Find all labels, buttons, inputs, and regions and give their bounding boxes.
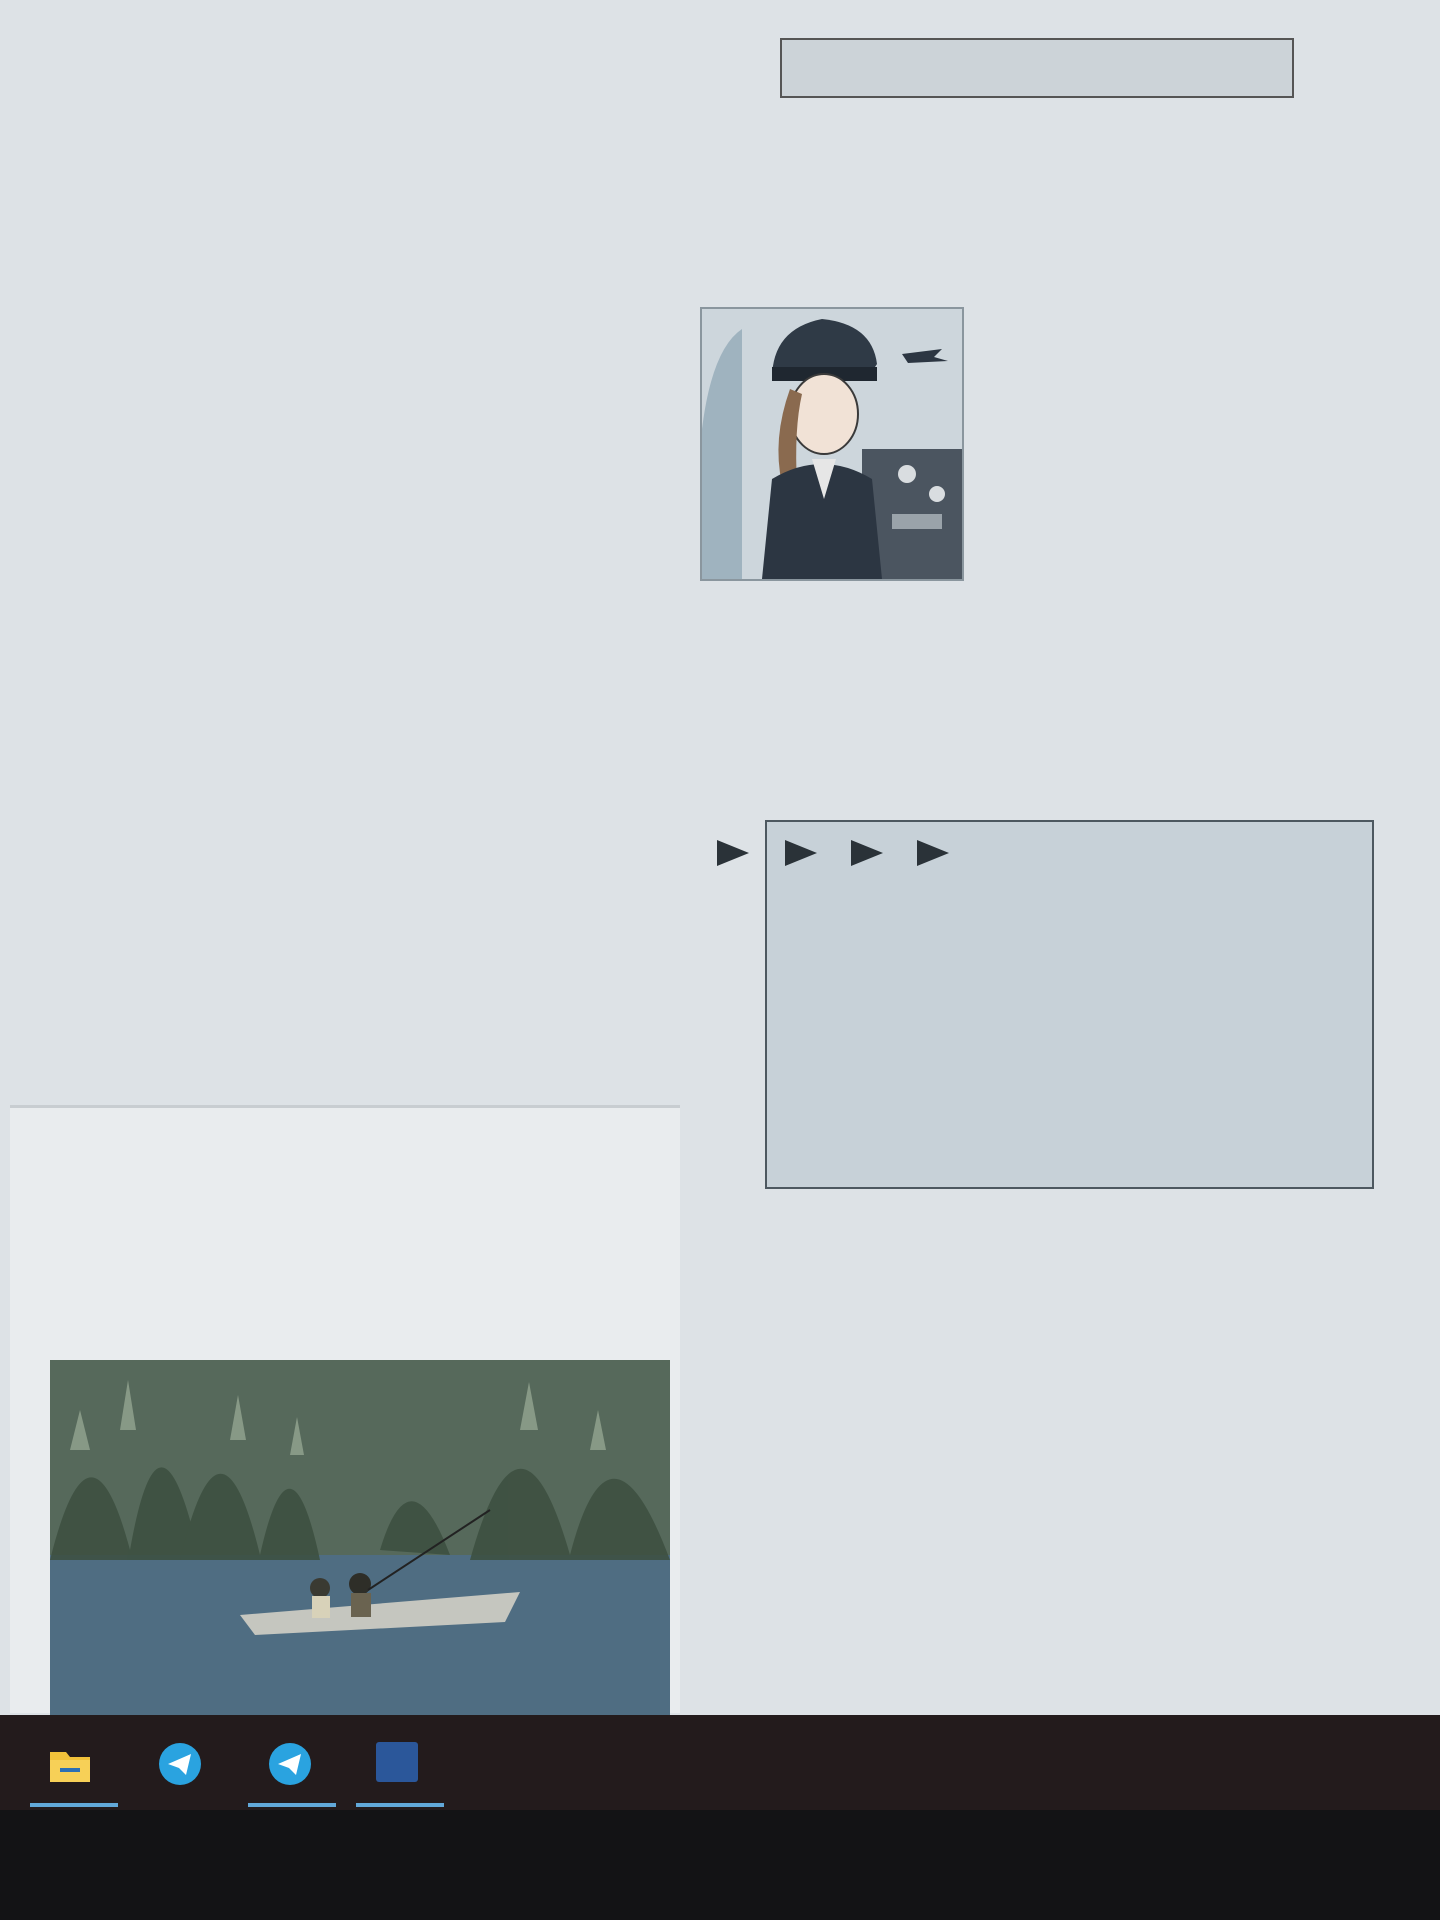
laptop-bezel xyxy=(0,1810,1440,1920)
word-icon-label xyxy=(376,1742,418,1782)
fishing-photo xyxy=(50,1360,670,1715)
active-indicator xyxy=(30,1803,118,1807)
telegram-badge-icon[interactable] xyxy=(268,1742,312,1786)
arrow-icon xyxy=(785,840,817,866)
word-formation-box xyxy=(765,820,1374,1189)
active-indicator xyxy=(248,1803,336,1807)
fishing-scene-illustration xyxy=(50,1360,670,1715)
active-indicator xyxy=(356,1803,444,1807)
pilot-cockpit-drawing xyxy=(702,309,962,579)
left-column xyxy=(8,10,678,50)
word-icon[interactable] xyxy=(376,1742,420,1786)
example-line xyxy=(706,124,1380,150)
arrow-icon xyxy=(917,840,949,866)
pilot-illustration xyxy=(700,307,964,581)
arrow-decoration xyxy=(767,822,1372,878)
word-list-box xyxy=(780,38,1294,98)
file-explorer-icon[interactable] xyxy=(48,1742,92,1786)
arrow-icon xyxy=(851,840,883,866)
arrow-icon xyxy=(717,840,749,866)
right-column xyxy=(700,10,1380,150)
telegram-icon[interactable] xyxy=(158,1742,202,1786)
taskbar xyxy=(0,1715,1440,1810)
exercise-9 xyxy=(707,1215,1377,1227)
